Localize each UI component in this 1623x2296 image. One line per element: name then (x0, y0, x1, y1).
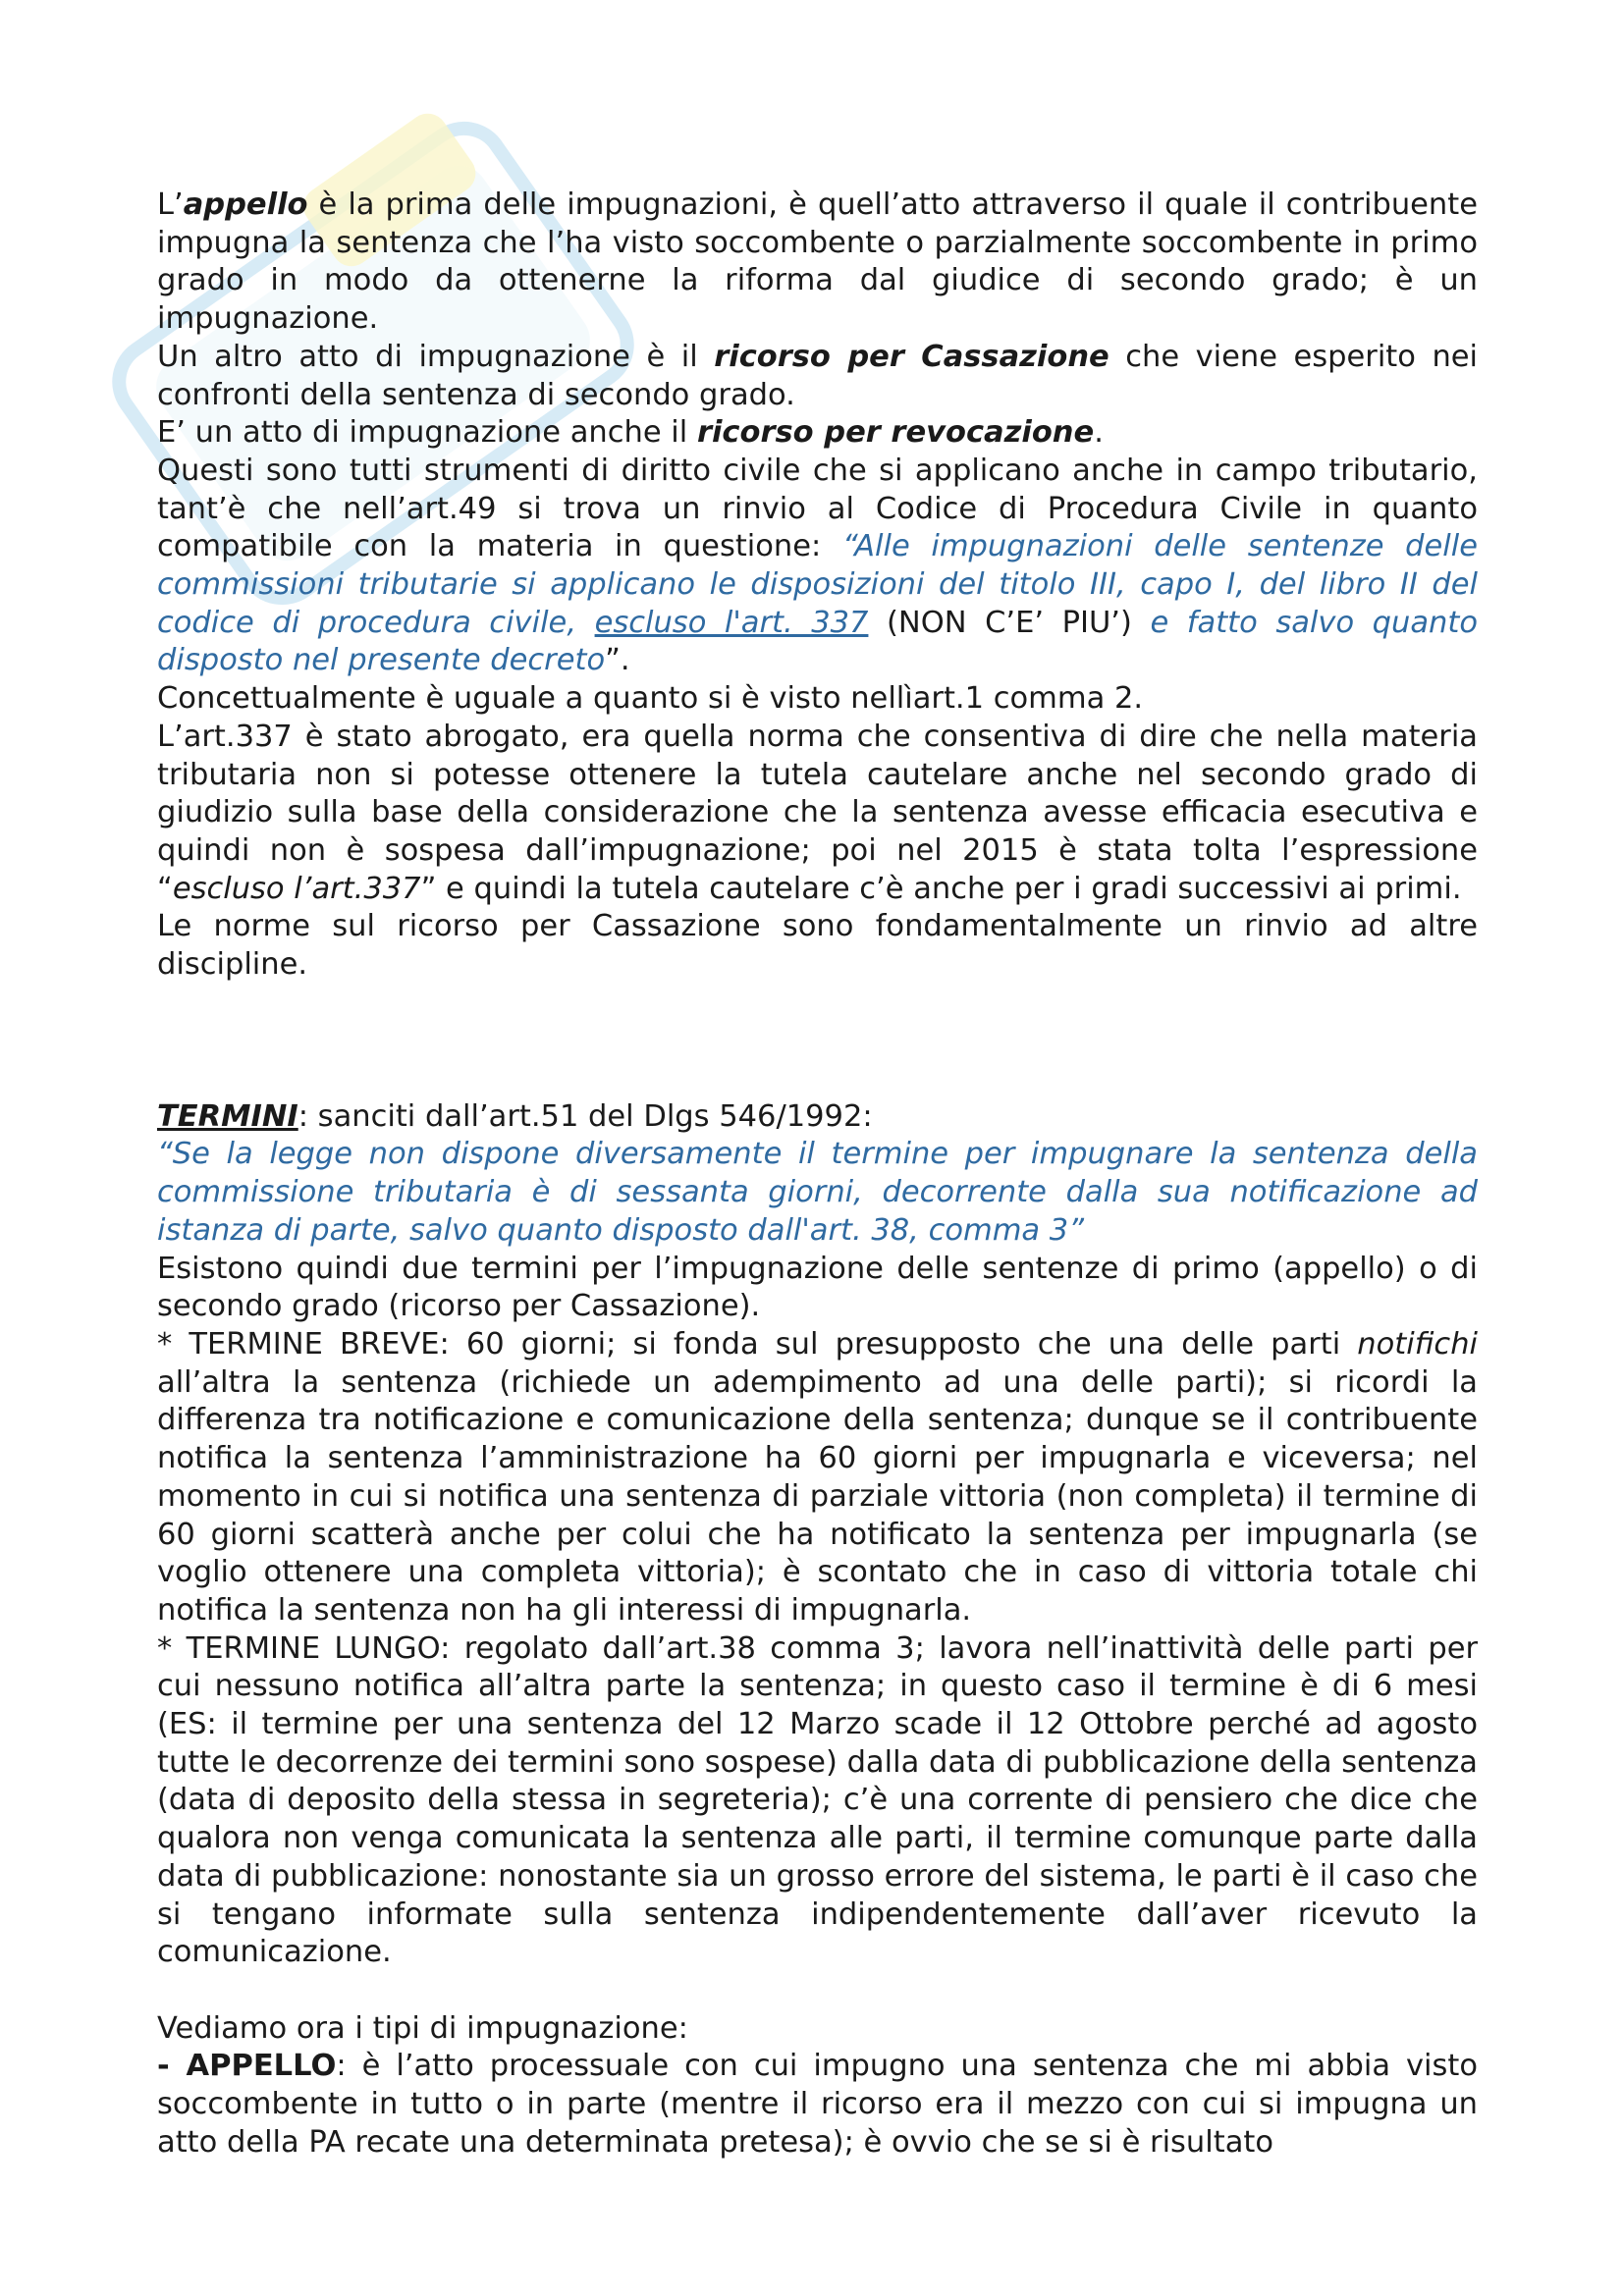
paragraph-appello-item: - APPELLO: è l’atto processuale con cui impugno una sentenza che mi abbia visto soccombente in tutto o in parte (mentre il ricorso era il mezzo con cui si impugna un atto della PA recate una determinata pretesa); è ovvio che se si è risultato (157, 2049, 1478, 2160)
paragraph-termine-breve: * TERMINE BREVE: 60 giorni; si fonda sul presupposto che una delle parti notifichi all’altra la sentenza (richiede un adempimento ad una delle parti); si ricordi la differenza tra notificazione e comunicazione della sentenza; dunque se il contribuente notifica la sentenza l’amministrazione ha 60 giorni per impugnarla e viceversa; nel momento in cui si notifica una sentenza di parziale vittoria (non completa) il termine di 60 giorni scatterà anche per colui che ha notificato la sentenza per impugnarla (se voglio ottenere una completa vittoria); è scontato che in caso di vittoria totale chi notifica la sentenza non ha gli interessi di impugnarla. (157, 1326, 1478, 1628)
paragraph-revocazione: E’ un atto di impugnazione anche il ricorso per revocazione. (157, 415, 1104, 451)
paragraph-appello: L’appello è la prima delle impugnazioni, è quell’atto attraverso il quale il contribuente impugna la sentenza che l’ha visto soccombente o parzialmente soccombente in primo grado in modo da ottenerne la riforma dal giudice di secondo grado; è un impugnazione. (157, 187, 1478, 337)
paragraph-concettualmente: Concettualmente è uguale a quanto si è visto nellìart.1 comma 2. (157, 681, 1144, 717)
paragraph-due-termini: Esistono quindi due termini per l’impugnazione delle sentenze di primo (appello) o di secondo grado (ricorso per Cassazione). (157, 1251, 1478, 1324)
paragraph-cassazione: Un altro atto di impugnazione è il ricorso per Cassazione che viene esperito nei confronti della sentenza di secondo grado. (157, 339, 1479, 412)
paragraph-art49: Questi sono tutti strumenti di diritto civile che si applicano anche in campo tributario, tant’è che nell’art.49 si trova un rinvio al Codice di Procedura Civile in quanto compatibile con la materia in questione: “Alle impugnazioni delle sentenze delle commissioni tributarie si applicano le disposizioni del titolo III, capo I, del libro II del codice di procedura civile, escluso l'art. 337 (NON C’E’ PIU’) e fatto salvo quanto disposto nel presente decreto”. (157, 453, 1478, 678)
document-body (157, 187, 1478, 2162)
paragraph-termine-lungo: * TERMINE LUNGO: regolato dall’art.38 comma 3; lavora nell’inattività delle parti per cui nessuno notifica all’altra parte la sentenza; in questo caso il termine è di 6 mesi (ES: il termine per una sentenza del 12 Marzo scade il 12 Ottobre perché ad agosto tutte le decorrenze dei termini sono sospese) dalla data di pubblicazione della sentenza (data di deposito della stessa in segreteria); c’è una corrente di pensiero che dice che qualora non venga comunicata la sentenza alle parti, il termine comunque parte dalla data di pubblicazione: nonostante sia un grosso errore del sistema, le parti è il caso che si tengano informate sulla sentenza indipendentemente dall’aver ricevuto la comunicazione. (157, 1630, 1478, 1970)
spacer (157, 985, 1478, 1098)
spacer (157, 1972, 1478, 2010)
paragraph-art337: L’art.337 è stato abrogato, era quella norma che consentiva di dire che nella materia tributaria non si potesse ottenere la tutela cautelare anche nel secondo grado di giudizio sulla base della considerazione che la sentenza avesse efficacia esecutiva e quindi non è sospesa dall’impugnazione; poi nel 2015 è stata tolta l’espressione “escluso l’art.337” e quindi la tutela cautelare c’è anche per i gradi successivi ai primi. (157, 719, 1478, 906)
quote-art51: “Se la legge non dispone diversamente il termine per impugnare la sentenza della commissione tributaria è di sessanta giorni, decorrente dalla sua notificazione ad istanza di parte, salvo quanto disposto dall'art. 38, comma 3” (157, 1137, 1478, 1248)
paragraph-norme-cassazione: Le norme sul ricorso per Cassazione sono fondamentalmente un rinvio ad altre discipline. (157, 909, 1478, 983)
section-termini-heading: TERMINI: sanciti dall’art.51 del Dlgs 546/1992: (157, 1098, 873, 1134)
paragraph-tipi-impugnazione: Vediamo ora i tipi di impugnazione: (157, 2010, 688, 2046)
